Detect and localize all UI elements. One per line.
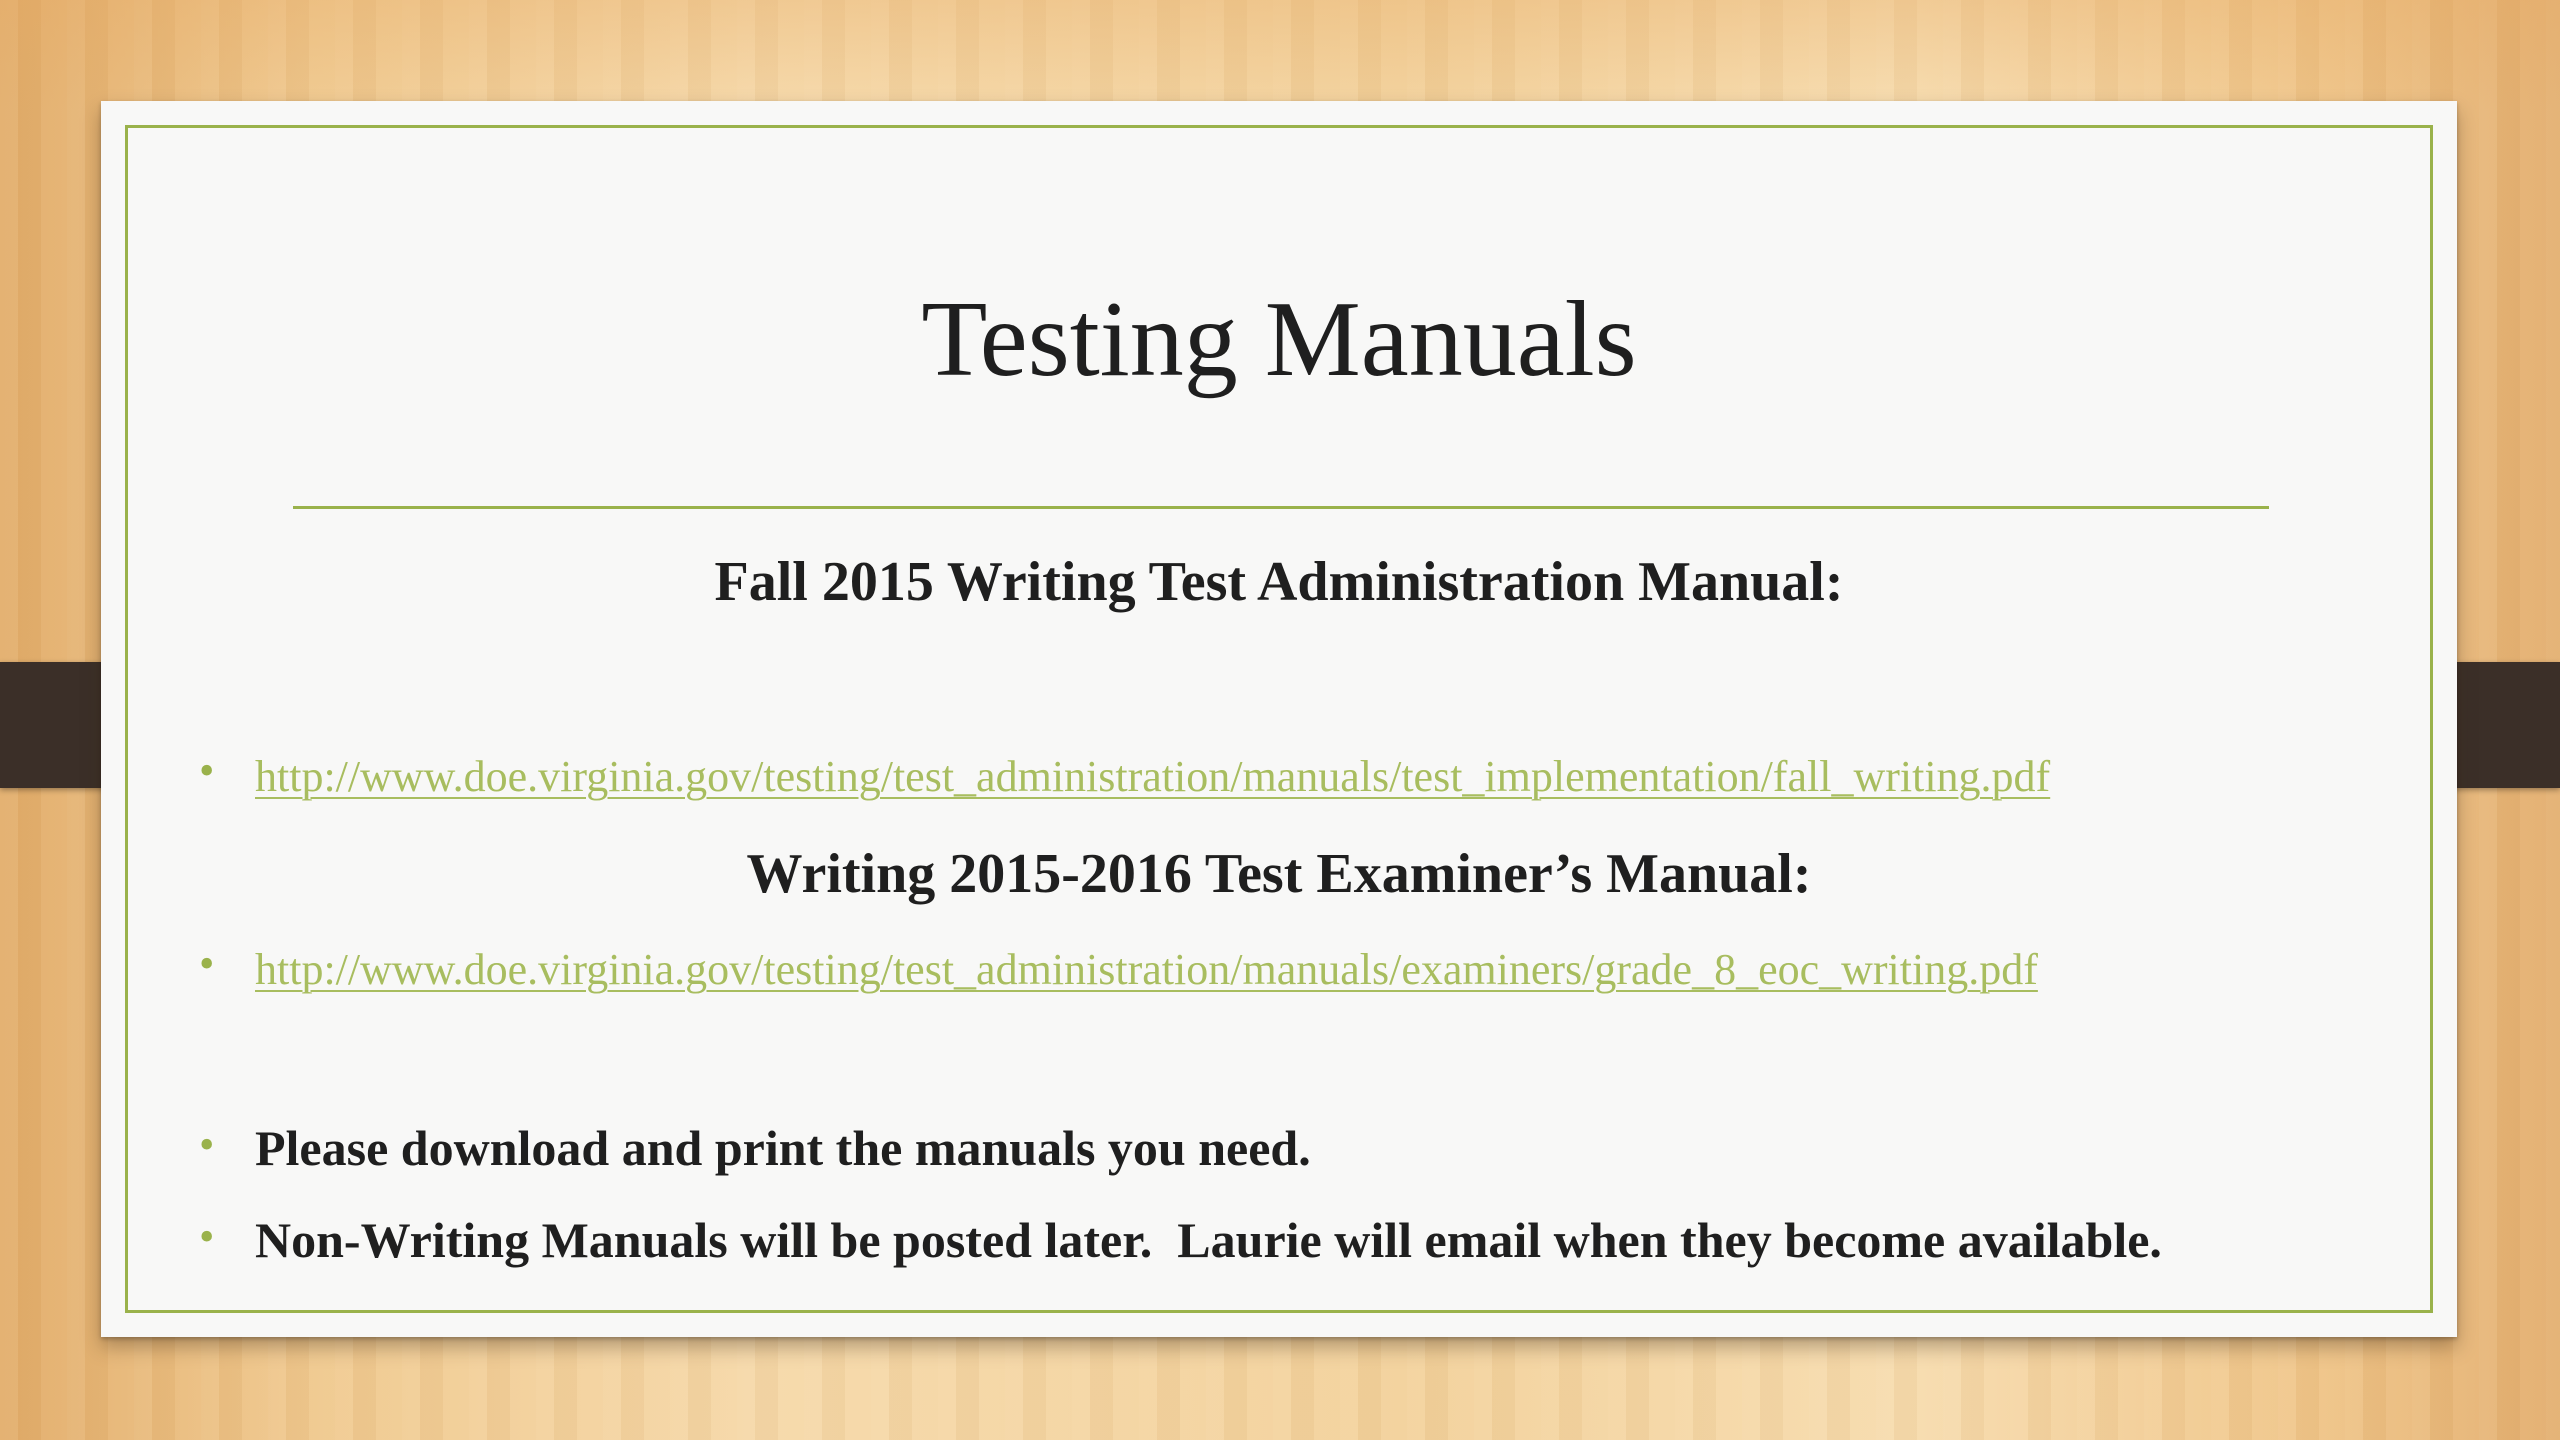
bullet-icon: •: [199, 1120, 215, 1169]
bullet-icon: •: [199, 1212, 215, 1261]
bullet-icon: •: [199, 746, 215, 795]
examiner-manual-link[interactable]: http://www.doe.virginia.gov/testing/test_administration/manuals/examiners/grade_8_eoc_writing.pdf: [255, 945, 2038, 994]
slide-title: Testing Manuals: [921, 280, 1637, 399]
section-heading-examiner-manual: Writing 2015-2016 Test Examiner’s Manual:: [746, 843, 1812, 905]
slide-paper: [101, 101, 2457, 1337]
list-item-examiner-manual-link: [199, 939, 2038, 995]
title-divider: [293, 506, 2269, 509]
list-item-admin-manual-link: [199, 746, 2051, 802]
section-heading-admin-manual: Fall 2015 Writing Test Administration Manual:: [714, 551, 1844, 613]
note-download-text: Please download and print the manuals you need.: [255, 1120, 1311, 1176]
note-non-writing-text: Non-Writing Manuals will be posted later. Laurie will email when they become available.: [255, 1212, 2162, 1268]
bullet-icon: •: [199, 939, 215, 988]
list-item-note-download: [199, 1119, 1311, 1177]
wood-background: [0, 0, 2560, 110]
list-item-note-non-writing: [199, 1211, 2162, 1269]
admin-manual-link[interactable]: http://www.doe.virginia.gov/testing/test_administration/manuals/test_implementation/fall_writing.pdf: [255, 752, 2051, 801]
